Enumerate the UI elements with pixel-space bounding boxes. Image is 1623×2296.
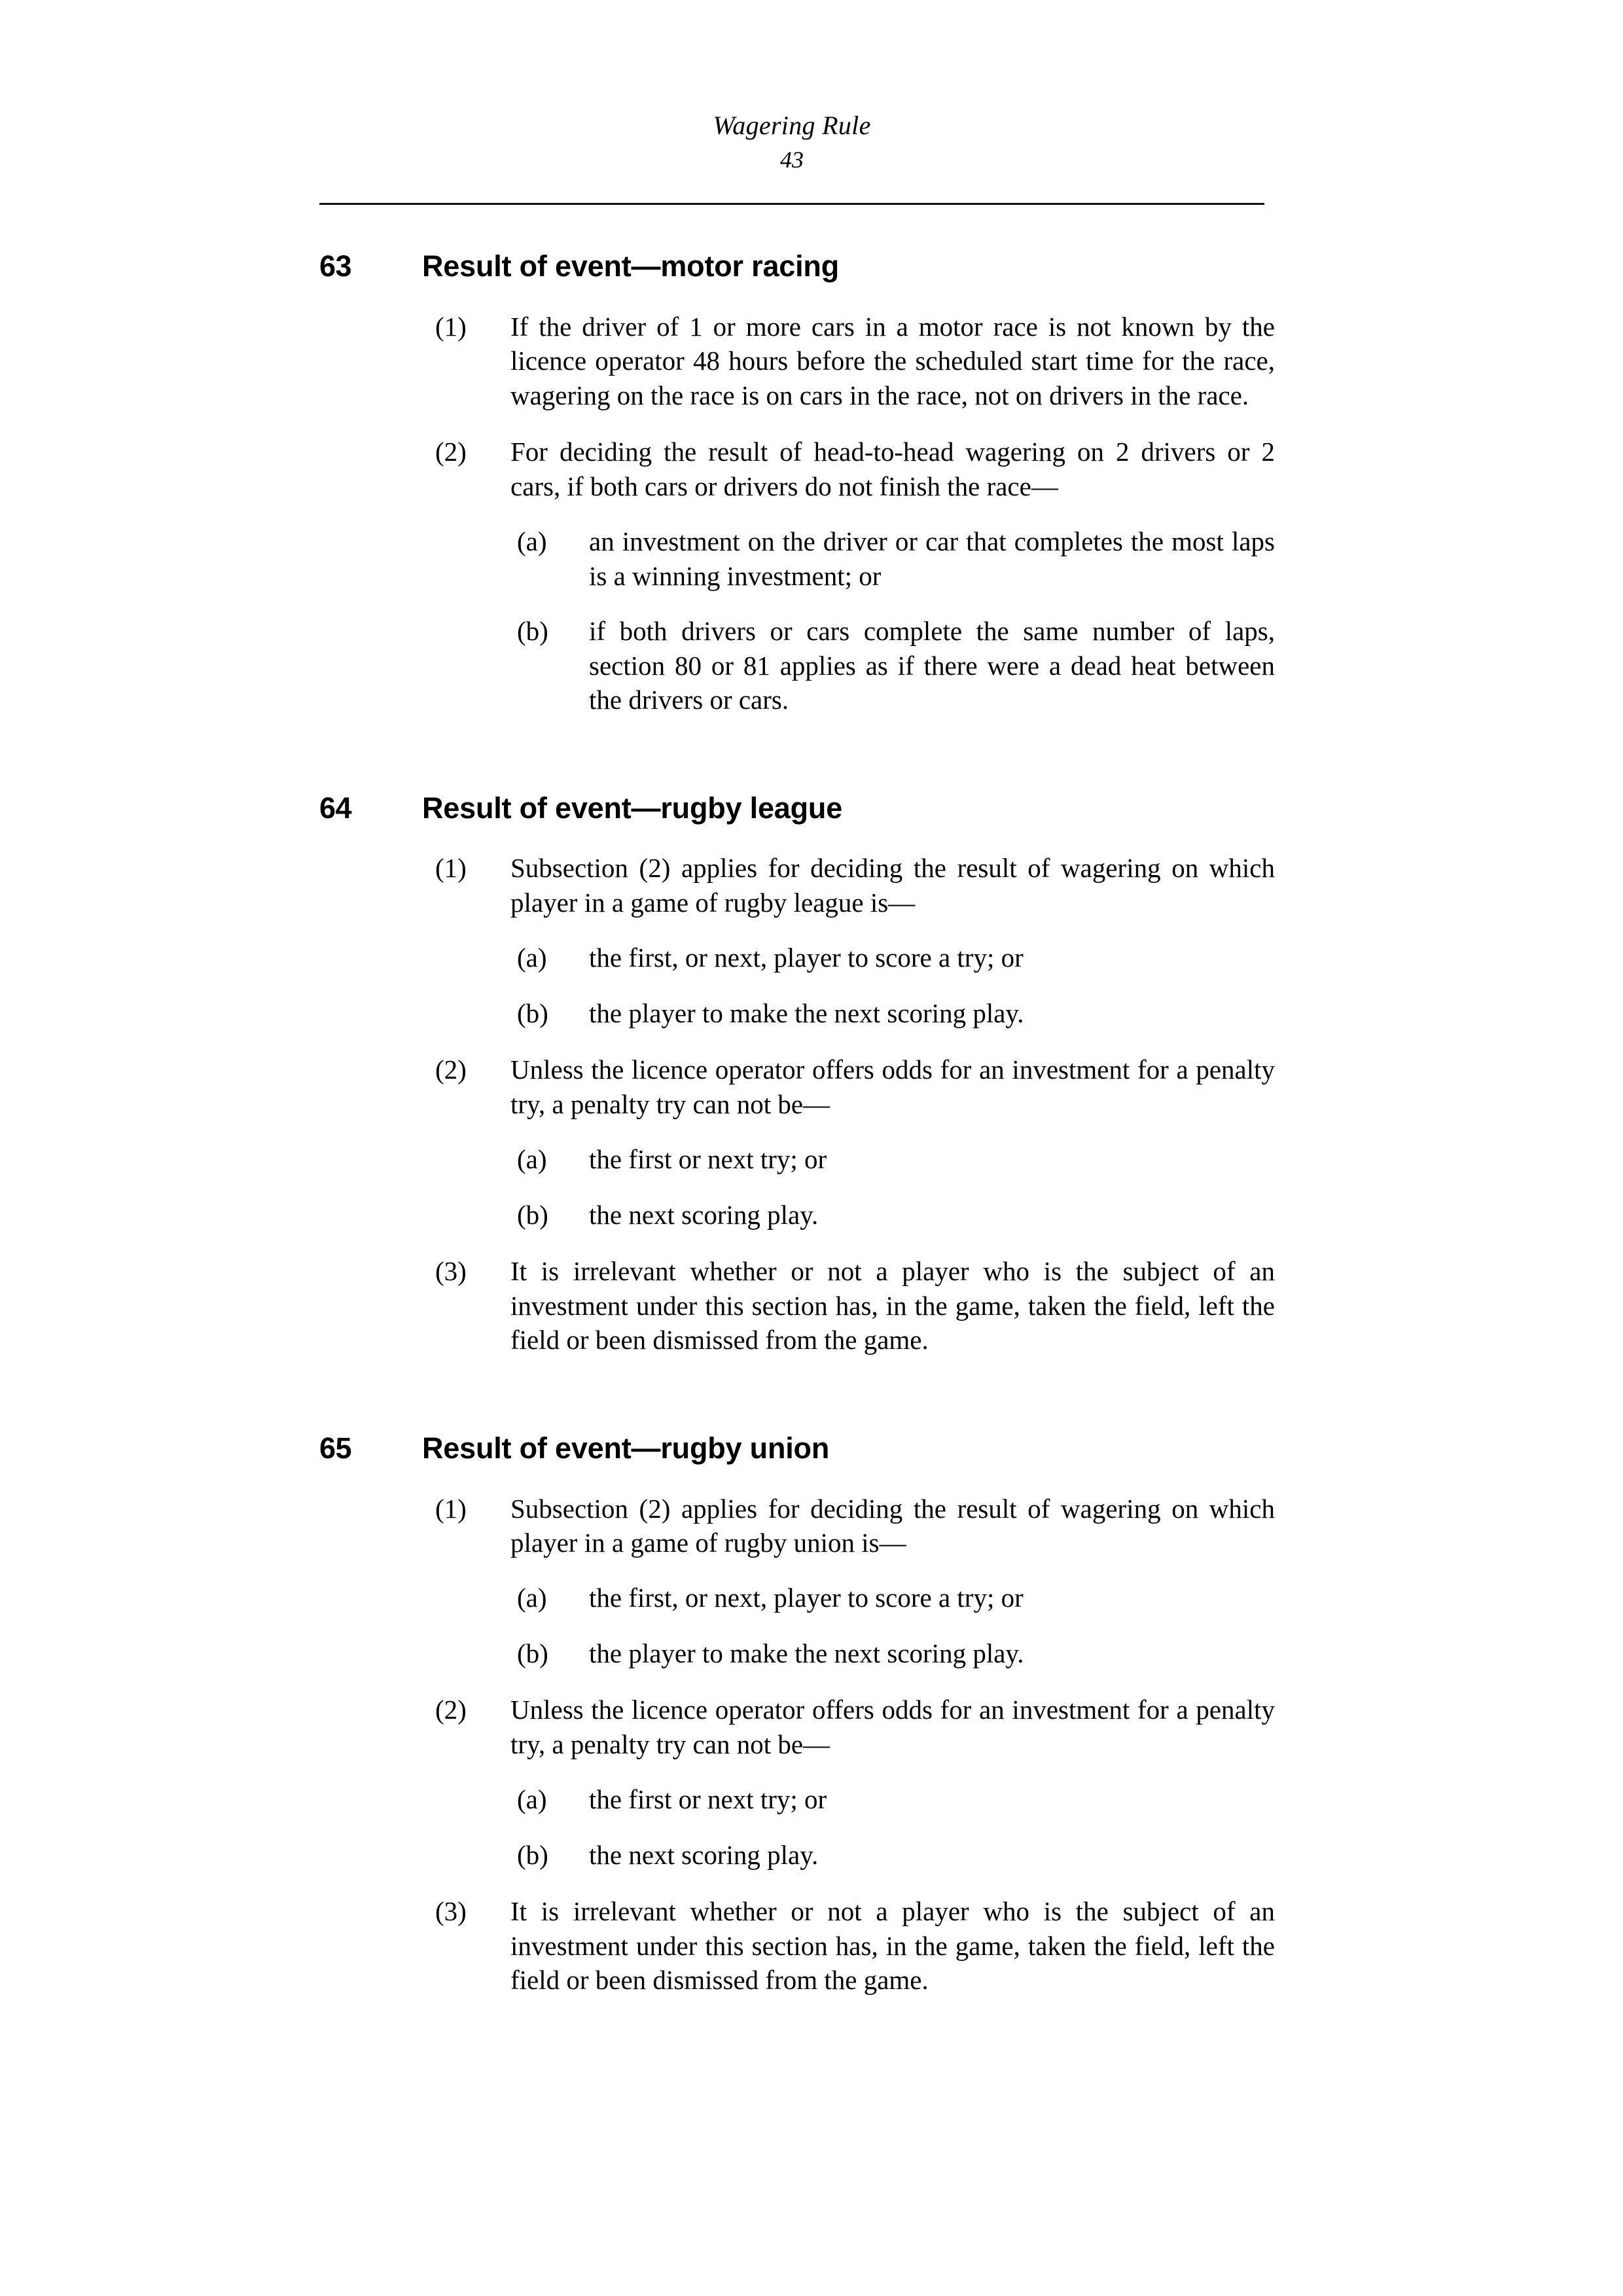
paragraph — [319, 1581, 1275, 1615]
subsection-marker: (2) — [435, 1054, 467, 1085]
paragraph-text: if both drivers or cars complete the same number of laps, section 80 or 81 applies as if there were a dead heat between the drivers or cars. — [589, 616, 1275, 715]
paragraph-text: the first or next try; or — [589, 1144, 827, 1175]
paragraph-marker: (a) — [517, 1583, 547, 1613]
section-63 — [319, 249, 1275, 717]
paragraph-text: the player to make the next scoring play. — [589, 997, 1024, 1028]
section-heading — [319, 249, 1275, 285]
subsection-text: If the driver of 1 or more cars in a motor race is not known by the licence operator 48 hours before the scheduled start time for the race, wagering on the race is on cars in the race, not on drivers in the race. — [510, 311, 1275, 410]
subsection — [319, 1254, 1275, 1357]
subsection-text: Subsection (2) applies for deciding the result of wagering on which player in a game of rugby league is— — [510, 853, 1275, 918]
section-heading — [319, 1431, 1275, 1467]
subsection-marker: (2) — [435, 437, 467, 467]
section-heading — [319, 791, 1275, 827]
paragraph-marker: (b) — [517, 1839, 548, 1870]
subsection-text: Unless the licence operator offers odds for an investment for a penalty try, a penalty try can not be— — [510, 1054, 1275, 1119]
subsection — [319, 851, 1275, 920]
section-65 — [319, 1431, 1275, 1998]
section-64 — [319, 791, 1275, 1357]
header-divider — [319, 203, 1264, 205]
paragraph-text: the player to make the next scoring play. — [589, 1638, 1024, 1668]
section-number: 65 — [319, 1431, 352, 1465]
subsection-text: It is irrelevant whether or not a player who is the subject of an investment under this section has, in the game, taken the field, left the field or been dismissed from the game. — [510, 1256, 1275, 1355]
paragraph — [319, 614, 1275, 717]
paragraph — [319, 1782, 1275, 1816]
subsection-marker: (2) — [435, 1695, 467, 1725]
section-number: 63 — [319, 249, 352, 283]
subsection — [319, 1492, 1275, 1560]
paragraph — [319, 1198, 1275, 1232]
paragraph — [319, 524, 1275, 593]
subsection — [319, 1894, 1275, 1997]
subsection-marker: (1) — [435, 1493, 467, 1524]
header-title: Wagering Rule — [713, 111, 871, 140]
paragraph-marker: (b) — [517, 616, 548, 647]
paragraph-marker: (a) — [517, 1144, 547, 1175]
paragraph — [319, 1142, 1275, 1176]
page-number: 43 — [780, 147, 804, 173]
subsection-marker: (1) — [435, 853, 467, 884]
paragraph-marker: (a) — [517, 526, 547, 557]
paragraph — [319, 996, 1275, 1030]
paragraph-marker: (b) — [517, 1638, 548, 1668]
subsection — [319, 310, 1275, 412]
section-title: Result of event—rugby union — [422, 1431, 830, 1465]
paragraph — [319, 941, 1275, 975]
paragraph-marker: (b) — [517, 1199, 548, 1230]
paragraph-text: the first, or next, player to score a try; or — [589, 1583, 1024, 1613]
paragraph-text: an investment on the driver or car that completes the most laps is a winning investment; or — [589, 526, 1275, 591]
paragraph-marker: (b) — [517, 997, 548, 1028]
paragraph-text: the first, or next, player to score a try; or — [589, 942, 1024, 973]
subsection-text: For deciding the result of head-to-head wagering on 2 drivers or 2 cars, if both cars or drivers do not finish the race— — [510, 437, 1275, 501]
section-title: Result of event—motor racing — [422, 249, 839, 283]
subsection-marker: (1) — [435, 311, 467, 342]
section-title: Result of event—rugby league — [422, 791, 843, 825]
paragraph — [319, 1838, 1275, 1872]
paragraph-text: the first or next try; or — [589, 1784, 827, 1815]
paragraph-marker: (a) — [517, 942, 547, 973]
subsection-marker: (3) — [435, 1256, 467, 1287]
subsection — [319, 435, 1275, 503]
paragraph — [319, 1636, 1275, 1670]
running-header — [319, 110, 1264, 174]
subsection — [319, 1052, 1275, 1121]
subsection-marker: (3) — [435, 1896, 467, 1927]
section-number: 64 — [319, 791, 352, 825]
subsection — [319, 1693, 1275, 1761]
paragraph-text: the next scoring play. — [589, 1839, 819, 1870]
subsection-text: It is irrelevant whether or not a player who is the subject of an investment under this section has, in the game, taken the field, left the field or been dismissed from the game. — [510, 1896, 1275, 1996]
paragraph-marker: (a) — [517, 1784, 547, 1815]
subsection-text: Unless the licence operator offers odds for an investment for a penalty try, a penalty try can not be— — [510, 1695, 1275, 1759]
paragraph-text: the next scoring play. — [589, 1199, 819, 1230]
document-body — [319, 249, 1275, 1998]
subsection-text: Subsection (2) applies for deciding the result of wagering on which player in a game of rugby union is— — [510, 1493, 1275, 1558]
